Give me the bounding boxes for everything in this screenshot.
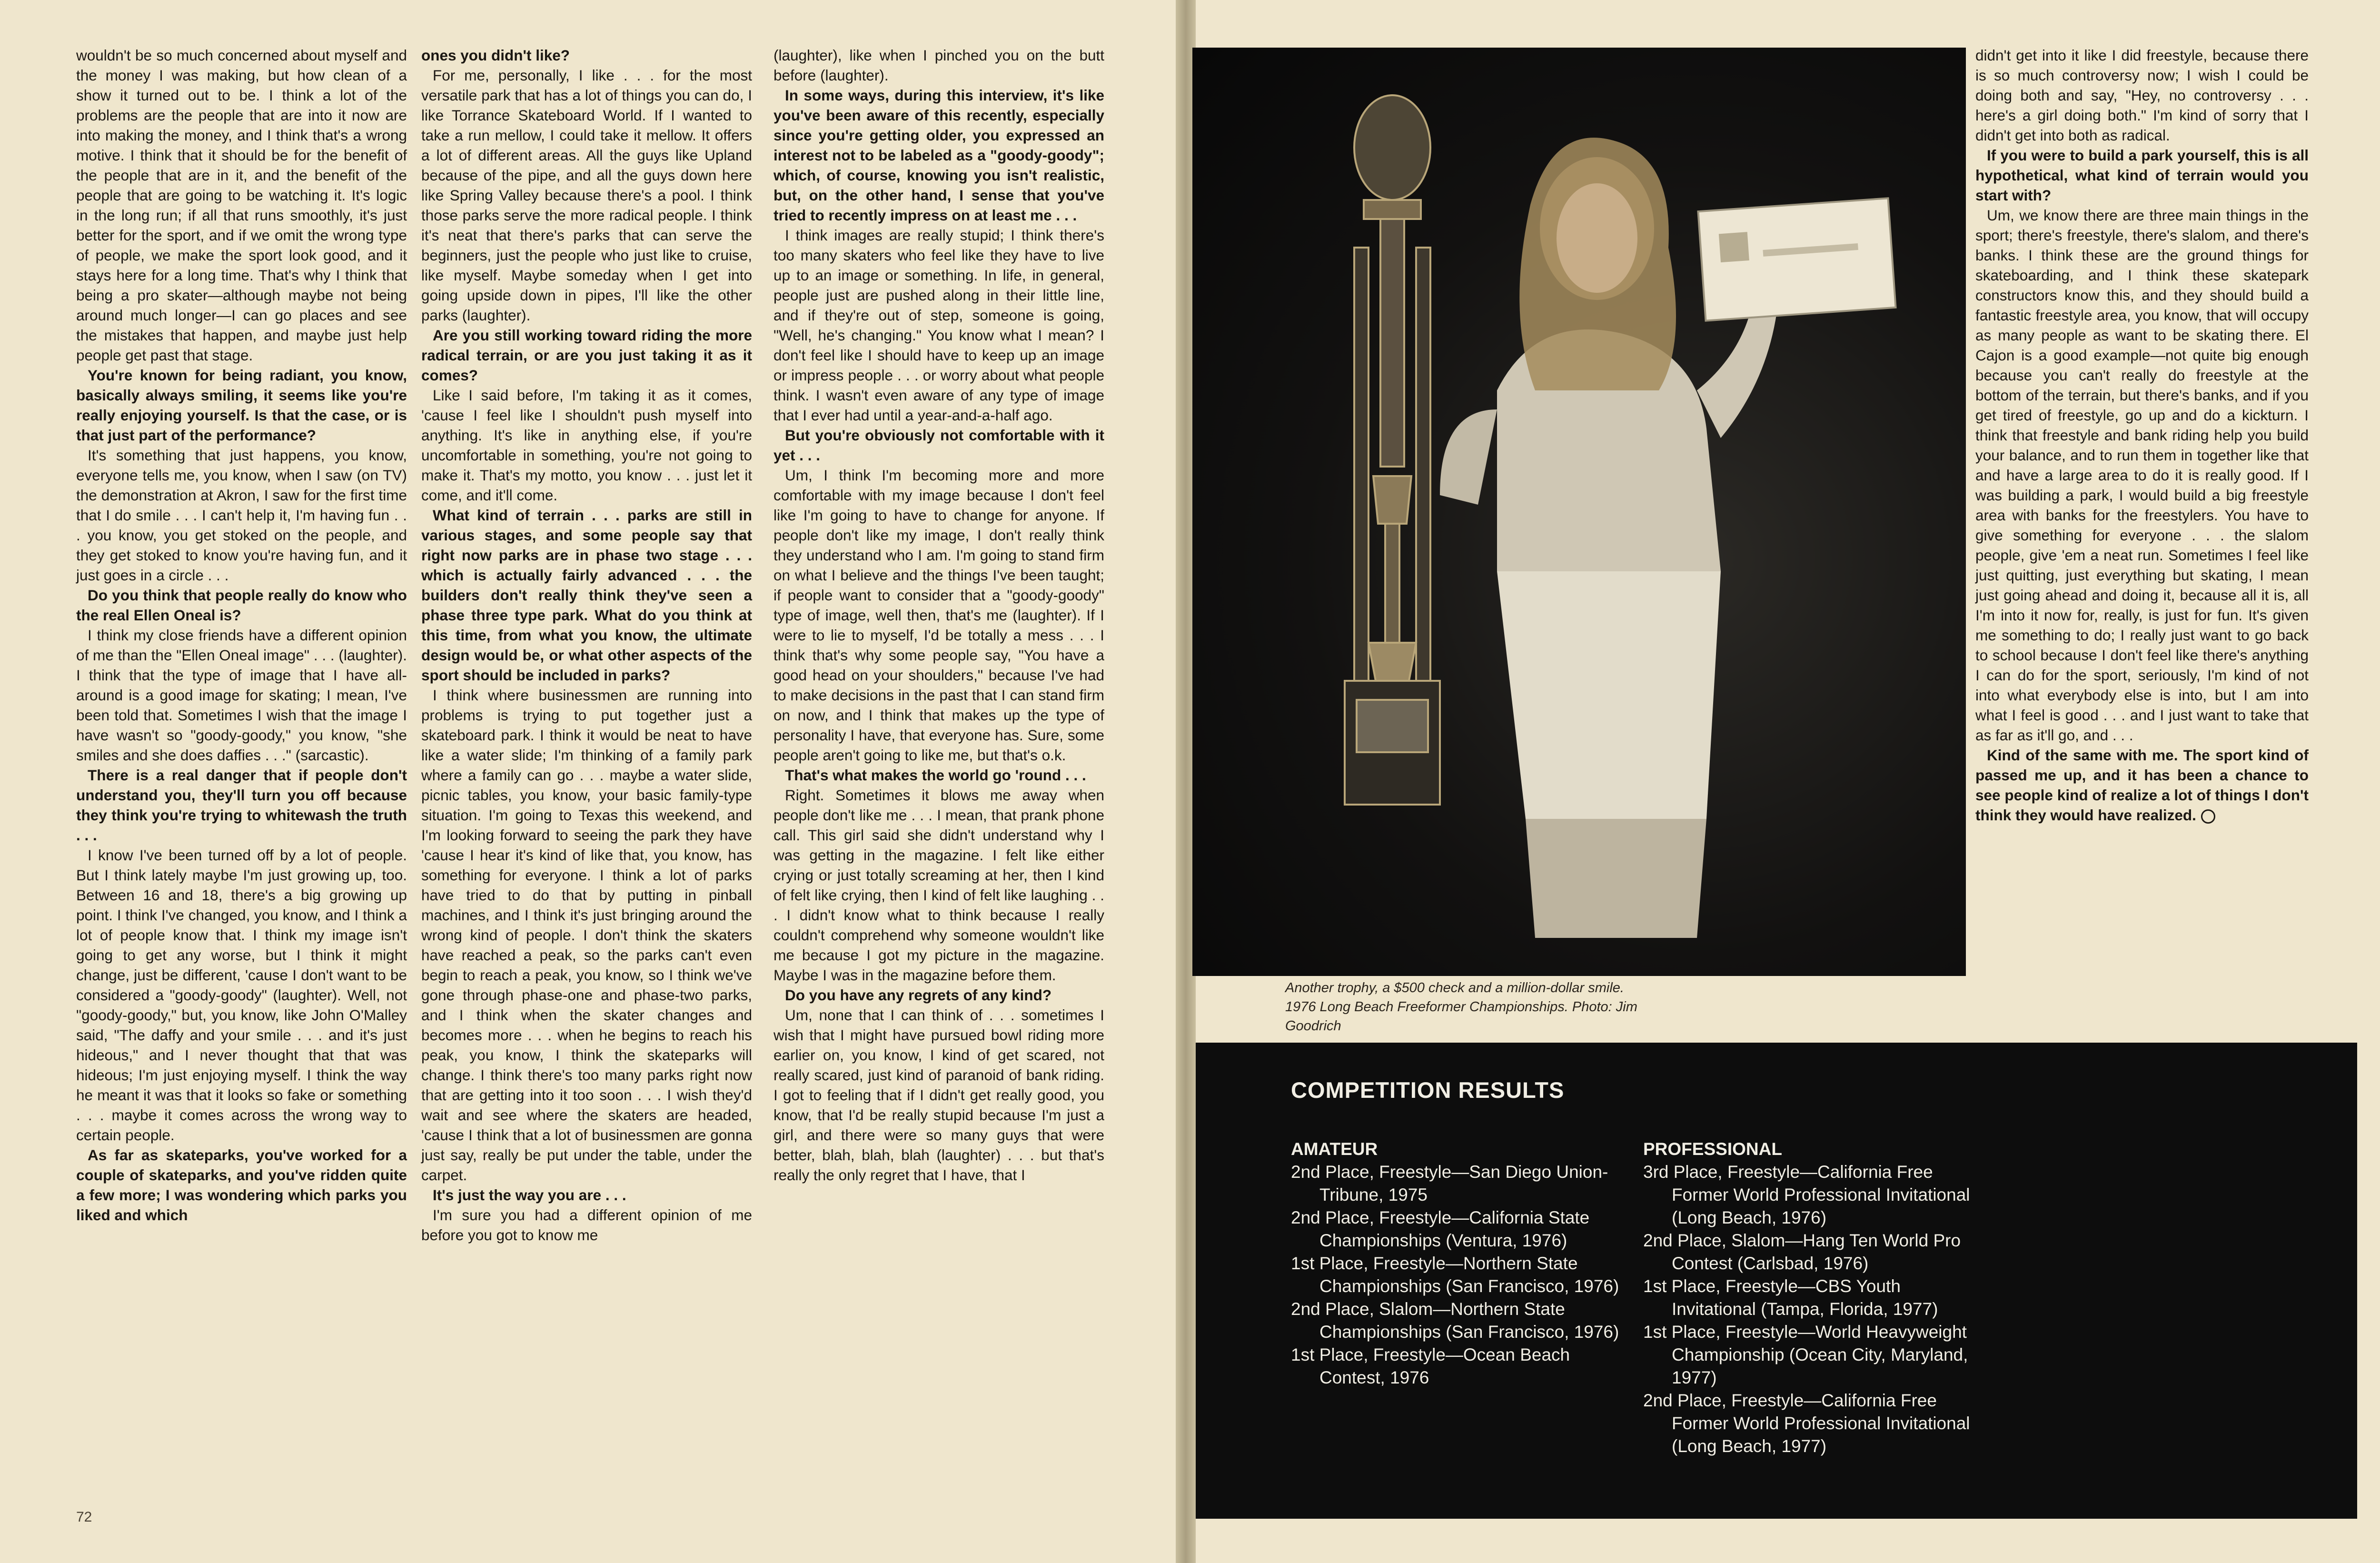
competition-results-box <box>1196 1043 2357 1519</box>
amateur-results <box>1291 1138 1634 1389</box>
interview-question: Are you still working toward riding the more radical terrain, or are you just taking it as it comes? <box>421 327 752 384</box>
interview-answer: It's something that just happens, you know, everyone tells me, you know, when I saw (on TV) the demonstration at Akron, I saw for the first time that I do smile . . . I can't help it, I'm having fun . . . you know, you get stoked on the people, and they get stoked to know you're having fun, and it just goes in a circle . . . <box>76 447 407 584</box>
result-item: 1st Place, Freestyle—CBS Youth Invitational (Tampa, Florida, 1977) <box>1643 1276 1938 1319</box>
article-column-2 <box>421 45 752 1245</box>
interview-answer: didn't get into it like I did freestyle, because there is so much controversy now; I wish I could be doing both and say, "Hey, no controversy . . . here's a girl doing both." I'm kind of sorry that I didn't get into both as radical. <box>1975 47 2309 144</box>
interview-question: In some ways, during this interview, it's like you've been aware of this recently, especially since you're getting older, you expressed an interest not to be labeled as a "goody-goody"; which, of course, knowing you isn't realistic, but, on the other hand, I sense that you've tried to recently impress on at least me . . . <box>774 87 1104 224</box>
interview-answer: I think where businessmen are running into problems is trying to put together just a skateboard park. I think it would be neat to have like a water slide; I'm thinking of a family park where a family can go . . . maybe a water slide, picnic tables, you know, your basic family-type situation. I'm going to Texas this weekend, and I'm looking forward to seeing the park they have 'cause I hear it's kind of like that, you know, has something for everyone. I think a lot of parks have tried to do that by putting in pinball machines, and I think it's just bringing around the wrong kind of people. I don't think the skaters have reached a peak, so the parks can't even begin to reach a peak, you know, so I think we've gone through phase-one and phase-two parks, and I think when the skater changes and becomes more . . . when he begins to reach his peak, you know, I think the skateparks will change. I think there's too many parks right now that are getting into it too soon . . . I wish they'd wait and see where the skaters are headed, 'cause I think that a lot of businessmen are gonna just say, really be put under the table, under the carpet. <box>421 687 752 1184</box>
interview-question: That's what makes the world go 'round . . . <box>785 767 1086 784</box>
result-item: 2nd Place, Freestyle—California Free Former World Professional Invitational (Long Beach, 1977) <box>1643 1391 1970 1456</box>
interview-question: There is a real danger that if people don't understand you, they'll turn you off because they think you're trying to whitewash the truth . . . <box>76 767 407 844</box>
result-item: 2nd Place, Freestyle—California State Championships (Ventura, 1976) <box>1291 1208 1590 1250</box>
photo-illustration <box>1192 48 1966 976</box>
result-item: 1st Place, Freestyle—Northern State Championships (San Francisco, 1976) <box>1291 1254 1619 1296</box>
interview-answer: I'm sure you had a different opinion of me before you got to know me <box>421 1206 752 1244</box>
result-item: 1st Place, Freestyle—Ocean Beach Contest, 1976 <box>1291 1345 1570 1387</box>
professional-results <box>1643 1138 1986 1458</box>
article-column-1 <box>76 45 407 1225</box>
interview-answer: I think my close friends have a different opinion of me than the "Ellen Oneal image" . . . (laughter). I think that the type of image that I have all-around is a good image for skating; I mean, I've been told that. Sometimes I wish that the image I have wasn't so "goody-goody," you know, "she smiles and she does daffies . . ." (sarcastic). <box>76 627 407 764</box>
interview-question: If you were to build a park yourself, this is all hypothetical, what kind of terrain would you start with? <box>1975 147 2309 204</box>
result-item: 3rd Place, Freestyle—California Free Former World Professional Invitational (Long Beach, 1976) <box>1643 1162 1970 1227</box>
professional-heading: PROFESSIONAL <box>1643 1139 1782 1159</box>
interview-answer: Um, I think I'm becoming more and more comfortable with my image because I don't feel like I'm going to have to change for anyone. If people don't like my image, I don't really think they understand who I am. I'm going to stand firm on what I believe and the things I've been taught; if people want to consider that a "goody-goody" type of image, well then, that's me (laughter). If I were to lie to myself, I'd be totally a mess . . . I think that's why some people say, "You have a good head on your shoulders," because I've had to make decisions in the past that I can stand firm on now, and I think that makes up the type of personality I have, that everyone has. Sure, some people aren't going to like me, but that's o.k. <box>774 467 1104 764</box>
article-column-4 <box>1975 45 2309 825</box>
result-item: 2nd Place, Slalom—Hang Ten World Pro Contest (Carlsbad, 1976) <box>1643 1231 1961 1273</box>
photo-caption: Another trophy, a $500 check and a million-dollar smile. 1976 Long Beach Freeformer Championships. Photo: Jim Goodrich <box>1285 980 1637 1034</box>
result-item: 2nd Place, Slalom—Northern State Championships (San Francisco, 1976) <box>1291 1299 1619 1342</box>
amateur-heading: AMATEUR <box>1291 1139 1378 1159</box>
interview-answer: wouldn't be so much concerned about myself and the money I was making, but how clean of a show it turned out to be. I think a lot of the problems are the people that are into it now are into making the money, and I think that's a wrong motive. I think that it should be for the benefit of the people that are in it, and the benefit of the people that are going to be watching it. It's logic in the long run; if all that runs smoothly, it's just better for the sport, and if we omit the wrong type of people, we make the sport look good, and it stays here for a long time. That's why I think that being a pro skater—although maybe not being around much longer—I can go places and see the mistakes that happen, and maybe just help people get past that stage. <box>76 47 407 364</box>
interview-answer: Um, none that I can think of . . . sometimes I wish that I might have pursued bowl riding more earlier on, you know, I kind of get scared, not really scared, just kind of paranoid of bank riding. I got to feeling that if I didn't get really good, you know, that I'd be really stupid because I'm just a girl, and there were so many guys that were better, blah, blah, blah (laughter) . . . but that's really the only regret that I have, that I <box>774 1006 1104 1184</box>
interview-answer: For me, personally, I like . . . for the most versatile park that has a lot of things you can do, I like Torrance Skateboard World. If I wanted to take a run mellow, I could take it mellow. It offers a lot of different areas. All the guys like Upland because of the pipe, and all the guys down here like Spring Valley because there's a pool. I think those parks serve the more radical people. I think it's neat that there's parks that can serve the beginners, just the people who just like to cruise, like myself. Maybe someday when I get into going upside down in pipes, I'll like the other parks (laughter). <box>421 67 752 324</box>
page-number-left: 72 <box>76 1509 92 1525</box>
interview-question: As far as skateparks, you've worked for a couple of skateparks, and you've ridden quite a few more; I was wondering which parks you liked and which <box>76 1146 407 1224</box>
interview-answer: I think images are really stupid; I think there's too many skaters who feel like they have to live up to an image or something. In life, in general, people just are pushed along in their little line, and if they're out of step, someone is going, "Well, he's changing." You know what I mean? I don't feel like I should have to keep up an image or impress people . . . or worry about what people think. I wasn't even aware of any type of image that I ever had until a year-and-a-half ago. <box>774 227 1104 424</box>
photo-trophy-portrait <box>1192 48 1966 976</box>
result-item: 2nd Place, Freestyle—San Diego Union-Tribune, 1975 <box>1291 1162 1608 1205</box>
interview-question: Do you have any regrets of any kind? <box>785 986 1052 1004</box>
interview-answer: Right. Sometimes it blows me away when people don't like me . . . I mean, that prank phone call. This girl said she didn't understand why I was getting in the magazine. I felt like either crying or just totally screaming at her, then I kind of felt like crying, then I kind of felt like laughing . . . I didn't know what to think because I really couldn't comprehend why someone wouldn't like me because I got my picture in the magazine. Maybe I was in the magazine before them. <box>774 786 1104 984</box>
interview-question: You're known for being radiant, you know, basically always smiling, it seems like you're really enjoying yourself. Is that the case, or is that just part of the performance? <box>76 367 407 444</box>
interview-question: It's just the way you are . . . <box>433 1186 626 1204</box>
interview-question: Do you think that people really do know who the real Ellen Oneal is? <box>76 587 407 624</box>
interview-question: ones you didn't like? <box>421 47 570 64</box>
result-item: 1st Place, Freestyle—World Heavyweight Championship (Ocean City, Maryland, 1977) <box>1643 1322 1968 1387</box>
results-title: COMPETITION RESULTS <box>1291 1077 1565 1103</box>
article-column-3 <box>774 45 1104 1185</box>
check-envelope <box>1698 198 1895 320</box>
trophy-icon <box>1345 95 1440 805</box>
interview-question: What kind of terrain . . . parks are still in various stages, and some people say that right now parks are in phase two stage . . . which is actually fairly advanced . . . the builders don't really think they've seen a phase three type park. What do you think at this time, from what you know, the ultimate design would be, or what other aspects of the sport should be included in parks? <box>421 507 752 684</box>
interview-answer: (laughter), like when I pinched you on the butt before (laughter). <box>774 47 1104 84</box>
interview-question: But you're obviously not comfortable with it yet . . . <box>774 427 1104 464</box>
interview-answer: I know I've been turned off by a lot of people. But I think lately maybe I'm just growing up, too. Between 16 and 18, there's a big growing up point. I think I've changed, you know, and I think a lot of people know that. I think my image isn't going to get any worse, but I think it might change, just be different, 'cause I don't want to be considered a "goody-goody" (laughter). Well, not "goody-goody," but, you know, like John O'Malley said, "The daffy and your smile . . . and it's just hideous," and I never thought that that was hideous; I'm just enjoying myself. I think the way he meant it was that it looks so fake or something . . . maybe it comes across the wrong way to certain people. <box>76 846 407 1144</box>
interview-answer: Um, we know there are three main things in the sport; there's freestyle, there's slalom, and there's banks. I think these are the ground things for skateboarding, and I think these skatepark constructors know this, and they should build a fantastic freestyle area, you know, that will occupy as many people as want to be skating there. El Cajon is a good example—not quite big enough because you can't really do freestyle at the bottom of the terrain, but there's banks, and if you get tired of freestyle, go up and do a kickturn. I think that freestyle and bank riding help you build your balance, and to run them in together like that and have a large area to do it is really good. If I was building a park, I would build a big freestyle area with banks for the freestylers. You have to give something for everyone . . . the slalom people, give 'em a neat run. Sometimes I feel like just quitting, just everything but skating, I mean just going ahead and doing it, because all it is, all I'm into it now for, really, is just for fun. It's given me something to do; I really just want to go back to school because I don't feel like there's anything I can do for the sport, seriously, I'm kind of not into what everybody else is into, but I am into what I feel is good . . . and I just want to take that as far as it'll go, and . . . <box>1975 207 2309 744</box>
interview-answer: Like I said before, I'm taking it as it comes, 'cause I feel like I shouldn't push myself into anything. It's like in anything else, if you're uncomfortable in something, you're not going to make it. That's my motto, you know . . . just let it come, and it'll come. <box>421 387 752 504</box>
end-of-article-icon <box>2201 809 2215 824</box>
interview-question: Kind of the same with me. The sport kind of passed me up, and it has been a chance to see people kind of realize a lot of things I don't think they would have realized. <box>1975 747 2309 824</box>
